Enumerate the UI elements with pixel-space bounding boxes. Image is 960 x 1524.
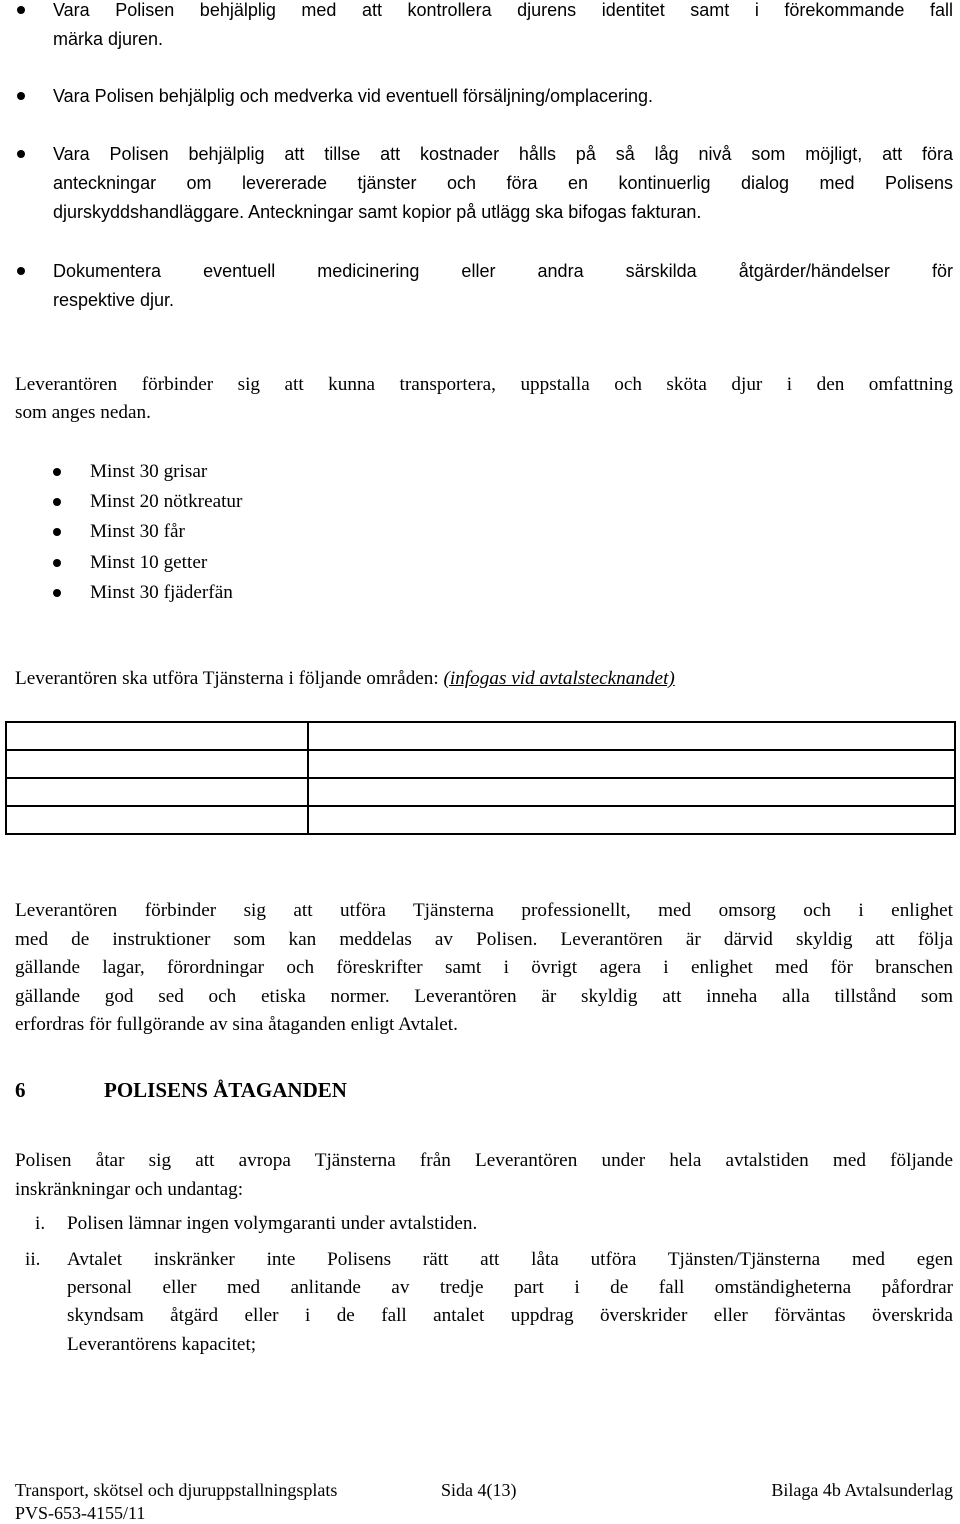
table-row	[6, 778, 955, 806]
areas-table	[5, 721, 956, 835]
bullet-icon	[53, 528, 61, 536]
bullet-icon	[17, 6, 25, 14]
table-row	[6, 750, 955, 778]
table-row	[6, 806, 955, 834]
roman-item-line: Avtalet inskränker inte Polisens rätt att låta utföra Tjänsten/Tjänsterna med egen	[67, 1249, 953, 1270]
bullet-icon	[53, 468, 61, 476]
roman-item-line: skyndsam åtgärd eller i de fall antalet uppdrag överskrider eller förväntas överskrida	[67, 1305, 953, 1326]
table-row	[6, 722, 955, 750]
bullet-icon	[53, 498, 61, 506]
table-cell[interactable]	[6, 778, 308, 806]
professional-paragraph-line-2: gällande lagar, förordningar och föreskrifter samt i övrigt agera i enlighet med för branschen	[15, 957, 953, 978]
footer-left: Transport, skötsel och djuruppstallningsplats	[15, 1480, 338, 1500]
professional-paragraph-line-3: gällande god sed och etiska normer. Leverantören är skyldig att inneha alla tillstånd som	[15, 986, 953, 1007]
roman-item-line: Polisen lämnar ingen volymgaranti under avtalstiden.	[67, 1213, 478, 1234]
table-cell[interactable]	[308, 750, 955, 778]
section-number: 6	[15, 1078, 26, 1102]
footer-page-number: Sida 4(13)	[441, 1480, 517, 1500]
bullet-icon	[17, 92, 25, 100]
bullet-2-line-0: Vara Polisen behjälplig att tillse att kostnader hålls på så låg nivå som möjligt, att föra	[53, 144, 953, 164]
animal-item: Minst 20 nötkreatur	[90, 491, 243, 512]
roman-item-line: personal eller med anlitande av tredje part i de fall omständigheterna påfordrar	[67, 1277, 953, 1298]
areas-text: Leverantören ska utföra Tjänsterna i följande områden:	[15, 668, 444, 689]
footer-reference: PVS-653-4155/11	[15, 1503, 146, 1523]
animal-item: Minst 10 getter	[90, 552, 208, 573]
bullet-1-line-0: Vara Polisen behjälplig och medverka vid eventuell försäljning/omplacering.	[53, 86, 654, 106]
bullet-2-line-1: anteckningar om levererade tjänster och föra en kontinuerlig dialog med Polisens	[53, 173, 953, 193]
animal-item: Minst 30 får	[90, 521, 185, 542]
animal-item: Minst 30 grisar	[90, 461, 208, 482]
bullet-0-line-0: Vara Polisen behjälplig med att kontrollera djurens identitet samt i förekommande fall	[53, 0, 953, 20]
table-cell[interactable]	[6, 722, 308, 750]
bullet-2-line-2: djurskyddshandläggare. Anteckningar samt kopior på utlägg ska bifogas fakturan.	[53, 202, 702, 222]
roman-number: i.	[35, 1213, 46, 1234]
bullet-icon	[17, 150, 25, 158]
bullet-3-line-1: respektive djur.	[53, 290, 175, 310]
professional-paragraph-line-0: Leverantören förbinder sig att utföra Tjänsterna professionellt, med omsorg och i enlighet	[15, 900, 953, 921]
transport-paragraph-line-1: som anges nedan.	[15, 402, 151, 423]
table-cell[interactable]	[308, 722, 955, 750]
roman-number: ii.	[25, 1249, 41, 1270]
bullet-icon	[53, 559, 61, 567]
areas-sentence	[15, 665, 675, 694]
professional-paragraph-line-4: erfordras för fullgörande av sina åtaganden enligt Avtalet.	[15, 1014, 458, 1035]
polisen-paragraph-line-0: Polisen åtar sig att avropa Tjänsterna från Leverantören under hela avtalstiden med följande	[15, 1150, 953, 1171]
bullet-icon	[17, 267, 25, 275]
transport-paragraph-line-0: Leverantören förbinder sig att kunna transportera, uppstalla och sköta djur i den omfattning	[15, 374, 953, 395]
bullet-3-line-0: Dokumentera eventuell medicinering eller andra särskilda åtgärder/händelser för	[53, 261, 953, 281]
footer-right: Bilaga 4b Avtalsunderlag	[771, 1480, 953, 1500]
roman-item-line: Leverantörens kapacitet;	[67, 1334, 257, 1355]
areas-italic-note: (infogas vid avtalstecknandet)	[443, 668, 675, 689]
table-cell[interactable]	[6, 806, 308, 834]
bullet-0-line-1: märka djuren.	[53, 29, 164, 49]
section-title: POLISENS ÅTAGANDEN	[104, 1078, 347, 1102]
table-cell[interactable]	[308, 806, 955, 834]
polisen-paragraph-line-1: inskränkningar och undantag:	[15, 1179, 244, 1200]
table-cell[interactable]	[308, 778, 955, 806]
animal-item: Minst 30 fjäderfän	[90, 582, 233, 603]
professional-paragraph-line-1: med de instruktioner som kan meddelas av Polisen. Leverantören är därvid skyldig att följa	[15, 929, 953, 950]
bullet-icon	[53, 589, 61, 597]
table-cell[interactable]	[6, 750, 308, 778]
